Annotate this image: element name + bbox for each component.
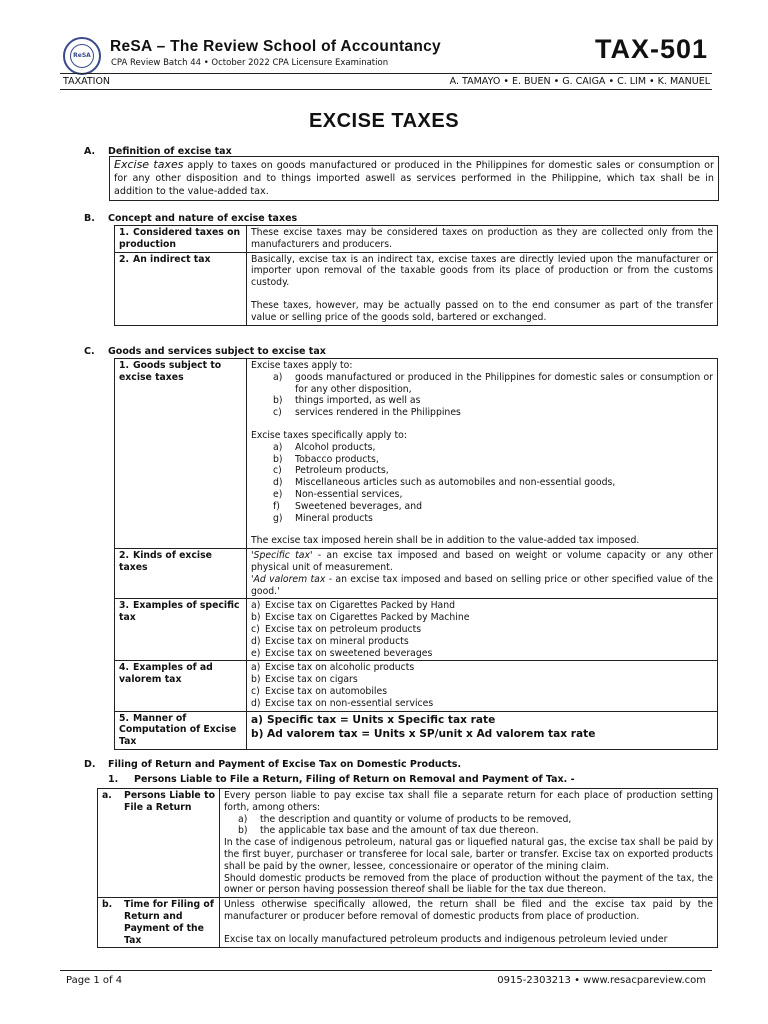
- list-item: e) Non-essential services,: [273, 488, 403, 500]
- row-label-text: Kinds of excise taxes: [119, 550, 212, 573]
- authors-line: A. TAMAYO • E. BUEN • G. CAIGA • C. LIM • K. MANUEL: [449, 76, 710, 87]
- section-letter: C.: [84, 346, 95, 357]
- header-rule: [60, 73, 712, 74]
- page-title: EXCISE TAXES: [308, 110, 460, 132]
- table-row: [115, 599, 718, 661]
- list-item: d) Miscellaneous articles such as automobiles and non-essential goods,: [273, 477, 616, 489]
- list-item: a) Excise tax on alcoholic products: [251, 662, 415, 674]
- row-cell: [247, 549, 718, 599]
- row-label: [115, 359, 247, 549]
- footer-rule: [60, 970, 712, 971]
- row-label: a. Persons Liable to File a Return: [98, 789, 220, 898]
- batch-line: CPA Review Batch 44 • October 2022 CPA Licensure Examination: [111, 58, 389, 68]
- list-item: a) goods manufactured or produced in the Philippines for domestic sales or consumption or for any other disposition,: [273, 371, 713, 395]
- paragraph: Excise tax on locally manufactured petroleum products and indigenous petroleum levied under: [224, 933, 668, 945]
- row-number: 3.: [119, 600, 130, 612]
- table-row: [115, 252, 718, 325]
- section-b-heading: [84, 213, 297, 224]
- row-cell: [220, 898, 718, 948]
- row-cell: [247, 359, 718, 549]
- list-item: d) Excise tax on mineral products: [251, 635, 409, 647]
- school-name: ReSA – The Review School of Accountancy: [110, 38, 441, 55]
- row-label-text: Goods subject to excise taxes: [119, 360, 222, 383]
- row-cell: [220, 789, 718, 898]
- table-row: [98, 789, 718, 898]
- filing-table: [97, 788, 718, 948]
- row-number: 4.: [119, 662, 130, 674]
- list-item: a) Alcohol products,: [273, 441, 376, 453]
- row-label: [115, 661, 247, 711]
- subsection-heading: [108, 774, 575, 785]
- advalorem-tax-def: 'Ad valorem tax - an excise tax imposed and based on selling price or other specified value of the good.': [251, 573, 714, 597]
- section-letter: D.: [84, 759, 96, 770]
- table-row: [115, 359, 718, 549]
- row-number: 1.: [119, 360, 130, 371]
- paragraph: In the case of indigenous petroleum, natural gas or liquefied natural gas, the excise tax shall be paid by the first buyer, purchaser or transferee for local sale, barter or transfer. Excise tax on exported products shall be paid by the owner, lessee, concessionaire or operator of the mining claim.: [224, 837, 713, 872]
- subsection-number: 1.: [108, 774, 119, 785]
- logo-text: ReSA: [70, 44, 94, 68]
- section-title: Definition of excise tax: [108, 146, 232, 157]
- definition-term: Excise taxes: [114, 158, 184, 171]
- section-letter: A.: [84, 146, 96, 157]
- subject-label: TAXATION: [63, 76, 111, 87]
- goods-table: [114, 358, 718, 750]
- list-item: c) services rendered in the Philippines: [273, 407, 461, 419]
- row-cell: [247, 599, 718, 661]
- row-label: [115, 549, 247, 599]
- row-number: 1.: [119, 227, 130, 238]
- row-label: b. Time for Filing of Return and Payment of the Tax: [98, 898, 220, 948]
- row-number: 2.: [119, 550, 130, 562]
- row-number: 5.: [119, 712, 130, 724]
- list-item: a) Excise tax on Cigarettes Packed by Hand: [251, 600, 456, 612]
- page-number: Page 1 of 4: [66, 975, 123, 986]
- section-letter: B.: [84, 213, 95, 224]
- paragraph: Should domestic products be removed from the place of production without the payment of the tax, the owner or person having possession thereof shall be liable for the tax due thereon.: [224, 872, 713, 896]
- table-row: [115, 549, 718, 599]
- row-label: [115, 599, 247, 661]
- specific-tax-def: 'Specific tax' - an excise tax imposed and based on weight or volume capacity or any other physical unit of measurement.: [251, 550, 713, 573]
- row-label-text: An indirect tax: [133, 253, 211, 265]
- definition-text: apply to taxes on goods manufactured or produced in the Philippines for domestic sales or consumption or for any other disposition and to things imported aswell as services performed in the Philippine, which tax shall be in addition to the value-added tax.: [114, 160, 715, 197]
- row-label: [115, 226, 247, 253]
- row-number: 2.: [119, 253, 130, 265]
- row-text-2: These taxes, however, may be actually passed on to the end consumer as part of the transfer value or selling price of the goods sold, bartered or exchanged.: [251, 299, 713, 323]
- section-title: Concept and nature of excise taxes: [108, 213, 298, 224]
- section-title: Filing of Return and Payment of Excise Tax on Domestic Products.: [108, 759, 462, 770]
- subsection-title: Persons Liable to File a Return, Filing of Return on Removal and Payment of Tax. -: [134, 774, 575, 785]
- definition-box: [109, 156, 719, 201]
- table-row: [115, 711, 718, 749]
- list-item: b) Tobacco products,: [273, 453, 379, 465]
- row-text: Basically, excise tax is an indirect tax, excise taxes are directly levied upon the manufacturer or importer upon removal of the taxable goods from its place of production or from the customs custody.: [251, 253, 713, 289]
- paragraph: Every person liable to pay excise tax shall file a separate return for each place of production setting forth, among others:: [224, 790, 713, 813]
- row-label-text: Examples of specific tax: [119, 600, 240, 624]
- list-item: b) Excise tax on cigars: [251, 674, 358, 686]
- list-item: f) Sweetened beverages, and: [273, 500, 423, 512]
- header-rule-bottom: [60, 89, 712, 90]
- row-label-text: Manner of Computation of Excise Tax: [119, 712, 237, 748]
- formula: a) Specific tax = Units x Specific tax rate: [251, 713, 496, 726]
- row-label: [115, 252, 247, 325]
- list-item: c) Excise tax on petroleum products: [251, 623, 422, 635]
- table-row: [115, 226, 718, 253]
- list-item: d) Excise tax on non-essential services: [251, 697, 434, 709]
- intro-text: Excise taxes specifically apply to:: [251, 429, 407, 441]
- resa-logo: [63, 37, 101, 75]
- formula: b) Ad valorem tax = Units x SP/unit x Ad valorem tax rate: [251, 727, 596, 740]
- closing-text: The excise tax imposed herein shall be in addition to the value-added tax imposed.: [251, 535, 640, 547]
- section-d-heading: [84, 759, 461, 770]
- concept-table: [114, 225, 718, 326]
- row-cell: [247, 661, 718, 711]
- row-text: These excise taxes may be considered taxes on production as they are collected only from the manufacturers and producers.: [247, 226, 718, 253]
- document-code: TAX-501: [594, 34, 708, 64]
- table-row: [115, 661, 718, 711]
- list-item: g) Mineral products: [273, 512, 373, 524]
- section-title: Goods and services subject to excise tax: [108, 346, 326, 357]
- paragraph: Unless otherwise specifically allowed, the return shall be filed and the excise tax paid by the manufacturer or producer before removal of domestic products from place of production.: [224, 899, 713, 922]
- footer-contact: 0915-2303213 • www.resacpareview.com: [497, 975, 706, 986]
- list-item: a) the description and quantity or volume of products to be removed,: [238, 813, 572, 825]
- table-row: [98, 898, 718, 948]
- section-c-heading: [84, 346, 326, 357]
- list-item: c) Petroleum products,: [273, 465, 389, 477]
- list-item: b) the applicable tax base and the amount of tax due thereon.: [238, 825, 539, 837]
- row-label-text: Considered taxes on production: [119, 227, 241, 250]
- row-label: [115, 711, 247, 749]
- row-label-text: Examples of ad valorem tax: [119, 662, 213, 686]
- list-item: e) Excise tax on sweetened beverages: [251, 647, 433, 659]
- list-item: b) things imported, as well as: [273, 395, 421, 407]
- intro-text: Excise taxes apply to:: [251, 360, 353, 371]
- row-cell: [247, 711, 718, 749]
- list-item: c) Excise tax on automobiles: [251, 685, 388, 697]
- row-cell: [247, 252, 718, 325]
- list-item: b) Excise tax on Cigarettes Packed by Machine: [251, 612, 470, 624]
